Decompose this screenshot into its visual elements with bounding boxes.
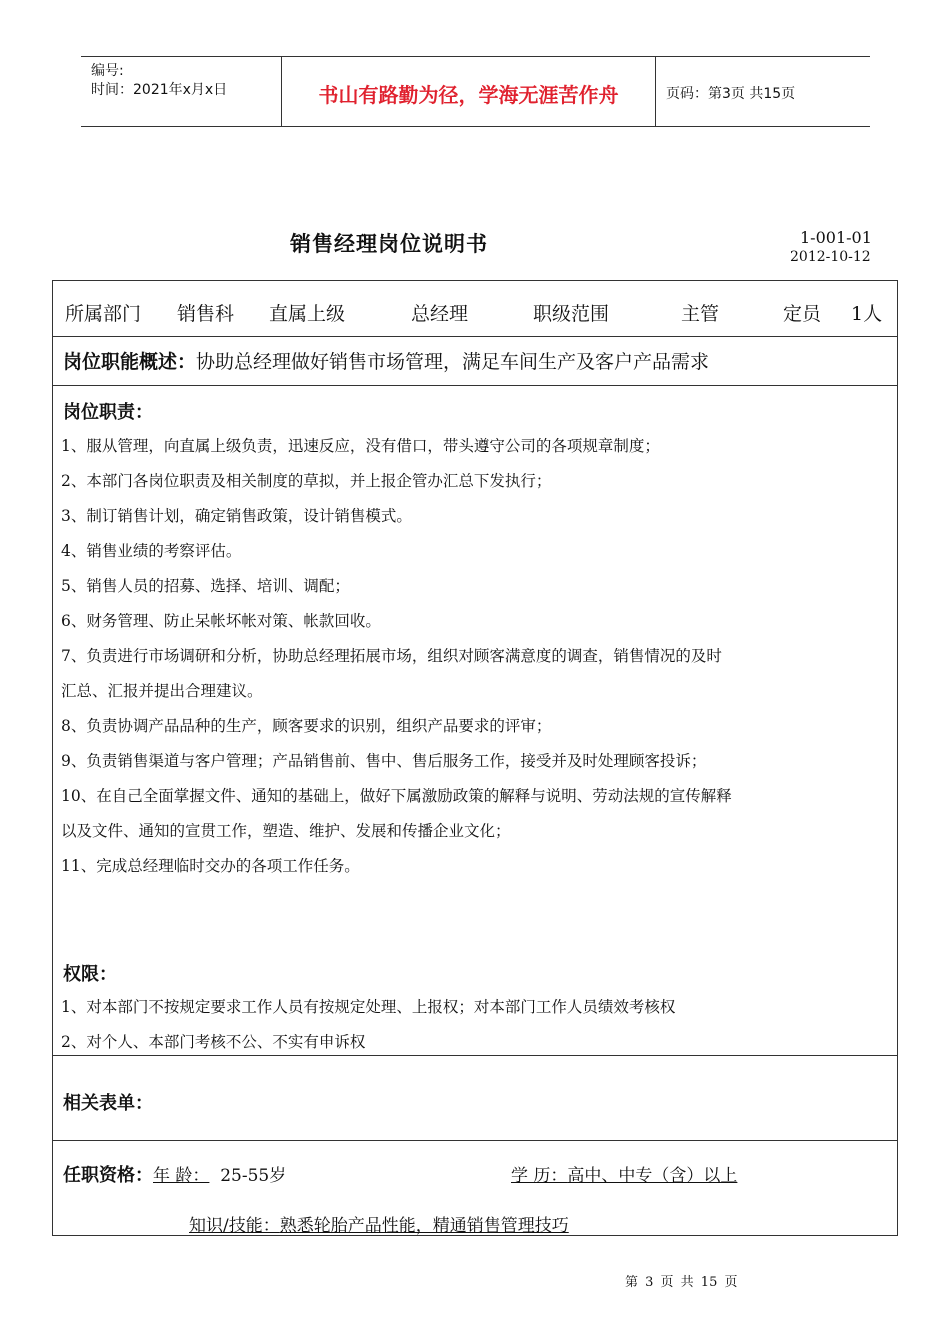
duty-item: 10、在自己全面掌握文件、通知的基础上，做好下属激励政策的解释与说明、劳动法规的宣传解释 bbox=[61, 787, 732, 805]
document-code: 1-001-01 bbox=[800, 228, 872, 247]
duty-item: 7、负责进行市场调研和分析，协助总经理拓展市场，组织对顾客满意度的调查，销售情况的及时 bbox=[61, 647, 722, 665]
duty-item: 6、财务管理、防止呆帐坏帐对策、帐款回收。 bbox=[61, 612, 381, 630]
duty-item: 8、负责协调产品品种的生产，顾客要求的识别，组织产品要求的评审； bbox=[61, 717, 552, 735]
function-summary-label: 岗位职能概述： bbox=[63, 351, 197, 373]
header-motto-cell bbox=[282, 57, 656, 126]
authority-title: 权限： bbox=[63, 964, 117, 985]
duty-item: 9、负责销售渠道与客户管理；产品销售前、售中、售后服务工作，接受并及时处理顾客投诉； bbox=[61, 752, 707, 770]
row-divider bbox=[53, 385, 897, 386]
authority-item: 2、对个人、本部门考核不公、不实有申诉权 bbox=[61, 1033, 366, 1051]
superior-label: 直属上级 bbox=[269, 303, 346, 325]
document-title: 销售经理岗位说明书 bbox=[290, 232, 488, 256]
function-summary bbox=[63, 347, 709, 374]
education-value: 高中、中专（含）以上 bbox=[567, 1166, 738, 1186]
authority-item: 1、对本部门不按规定要求工作人员有按规定处理、上报权；对本部门工作人员绩效考核权 bbox=[61, 998, 676, 1016]
duty-item: 以及文件、通知的宣贯工作，塑造、维护、发展和传播企业文化； bbox=[61, 822, 511, 840]
skills-label: 知识/技能： bbox=[189, 1216, 280, 1236]
duty-item: 4、销售业绩的考察评估。 bbox=[61, 542, 242, 560]
dept-value: 销售科 bbox=[177, 303, 235, 325]
duty-item: 5、销售人员的招募、选择、培训、调配； bbox=[61, 577, 350, 595]
rank-label: 职级范围 bbox=[533, 303, 610, 325]
row-divider bbox=[53, 1055, 897, 1056]
qualifications-row bbox=[63, 1161, 286, 1187]
page-header bbox=[81, 56, 870, 127]
qualifications-title: 任职资格： bbox=[63, 1165, 153, 1186]
time-label: 时间：2021年x月x日 bbox=[91, 82, 228, 98]
duty-item: 11、完成总经理临时交办的各项工作任务。 bbox=[61, 857, 360, 875]
age-label: 年 龄： bbox=[153, 1166, 210, 1186]
header-meta-cell bbox=[81, 57, 282, 126]
job-description-table bbox=[52, 280, 898, 1236]
rank-value: 主管 bbox=[681, 303, 720, 325]
related-forms-title: 相关表单： bbox=[63, 1093, 153, 1114]
superior-value: 总经理 bbox=[411, 303, 469, 325]
duties-title: 岗位职责： bbox=[63, 402, 153, 423]
age-value: 25-55岁 bbox=[220, 1166, 287, 1186]
headcount-label: 定员 bbox=[783, 303, 822, 325]
education-row bbox=[511, 1161, 737, 1186]
row-divider bbox=[53, 336, 897, 337]
row-divider bbox=[53, 1140, 897, 1141]
duty-item: 1、服从管理，向直属上级负责，迅速反应，没有借口，带头遵守公司的各项规章制度； bbox=[61, 437, 660, 455]
document-date: 2012-10-12 bbox=[790, 249, 871, 265]
function-summary-text: 协助总经理做好销售市场管理，满足车间生产及客户产品需求 bbox=[196, 351, 710, 373]
page-number-label: 页码：第3页 共15页 bbox=[666, 86, 796, 102]
dept-label: 所属部门 bbox=[65, 303, 142, 325]
headcount-value: 1人 bbox=[851, 303, 883, 325]
skills-row bbox=[189, 1211, 569, 1236]
duty-item: 3、制订销售计划，确定销售政策，设计销售模式。 bbox=[61, 507, 412, 525]
education-label: 学 历： bbox=[511, 1166, 568, 1186]
duty-item: 汇总、汇报并提出合理建议。 bbox=[61, 682, 263, 700]
motto: 书山有路勤为径，学海无涯苦作舟 bbox=[318, 83, 619, 107]
header-page-cell bbox=[656, 57, 870, 126]
skills-value: 熟悉轮胎产品性能，精通销售管理技巧 bbox=[279, 1216, 569, 1236]
serial-number-label: 编号: bbox=[91, 63, 124, 79]
duty-item: 2、本部门各岗位职责及相关制度的草拟，并上报企管办汇总下发执行； bbox=[61, 472, 552, 490]
page-footer: 第 3 页 共 15 页 bbox=[625, 1275, 738, 1290]
